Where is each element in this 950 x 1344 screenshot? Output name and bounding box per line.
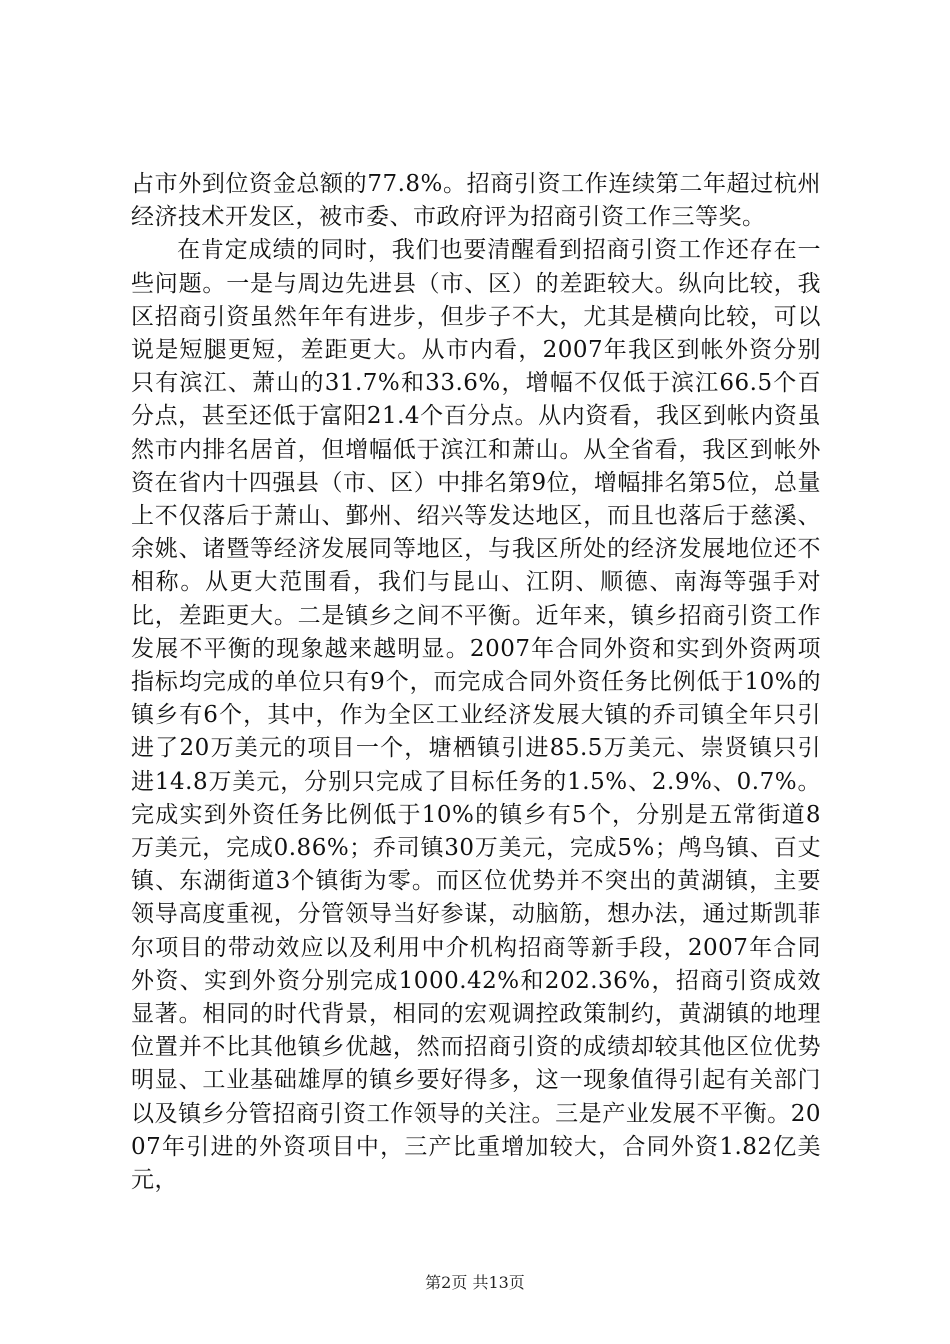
paragraph-continuation: 占市外到位资金总额的77.8%。招商引资工作连续第二年超过杭州经济技术开发区，被市委、市政府评为招商引资工作三等奖。 [131,171,821,231]
document-body [131,168,821,1197]
paragraph-issues: 在肯定成绩的同时，我们也要清醒看到招商引资工作还存在一些问题。一是与周边先进县（市、区）的差距较大。纵向比较，我区招商引资虽然年年有进步，但步子不大，尤其是横向比较，可以说是短腿更短，差距更大。从市内看，2007年我区到帐外资分别只有滨江、萧山的31.7%和33.6%，增幅不仅低于滨江66.5个百分点，甚至还低于富阳21.4个百分点。从内资看，我区到帐内资虽然市内排名居首，但增幅低于滨江和萧山。从全省看，我区到帐外资在省内十四强县（市、区）中排名第9位，增幅排名第5位，总量上不仅落后于萧山、鄞州、绍兴等发达地区，而且也落后于慈溪、余姚、诸暨等经济发展同等地区，与我区所处的经济发展地位还不相称。从更大范围看，我们与昆山、江阴、顺德、南海等强手对比，差距更大。二是镇乡之间不平衡。近年来，镇乡招商引资工作发展不平衡的现象越来越明显。2007年合同外资和实到外资两项指标均完成的单位只有9个，而完成合同外资任务比例低于10%的镇乡有6个，其中，作为全区工业经济发展大镇的乔司镇全年只引进了20万美元的项目一个，塘栖镇引进85.5万美元、崇贤镇只引进14.8万美元，分别只完成了目标任务的1.5%、2.9%、0.7%。完成实到外资任务比例低于10%的镇乡有5个，分别是五常街道8万美元，完成0.86%；乔司镇30万美元，完成5%；鸬鸟镇、百丈镇、东湖街道3个镇街为零。而区位优势并不突出的黄湖镇，主要领导高度重视，分管领导当好参谋，动脑筋，想办法，通过斯凯菲尔项目的带动效应以及利用中介机构招商等新手段，2007年合同外资、实到外资分别完成1000.42%和202.36%，招商引资成效显著。相同的时代背景，相同的宏观调控政策制约，黄湖镇的地理位置并不比其他镇乡优越，然而招商引资的成绩却较其他区位优势明显、工业基础雄厚的镇乡要好得多，这一现象值得引起有关部门以及镇乡分管招商引资工作领导的关注。三是产业发展不平衡。2007年引进的外资项目中，三产比重增加较大，合同外资1.82亿美元， [131,237,821,1194]
page-number: 第2页 共13页 [425,1273,525,1292]
page-footer [0,1270,950,1293]
